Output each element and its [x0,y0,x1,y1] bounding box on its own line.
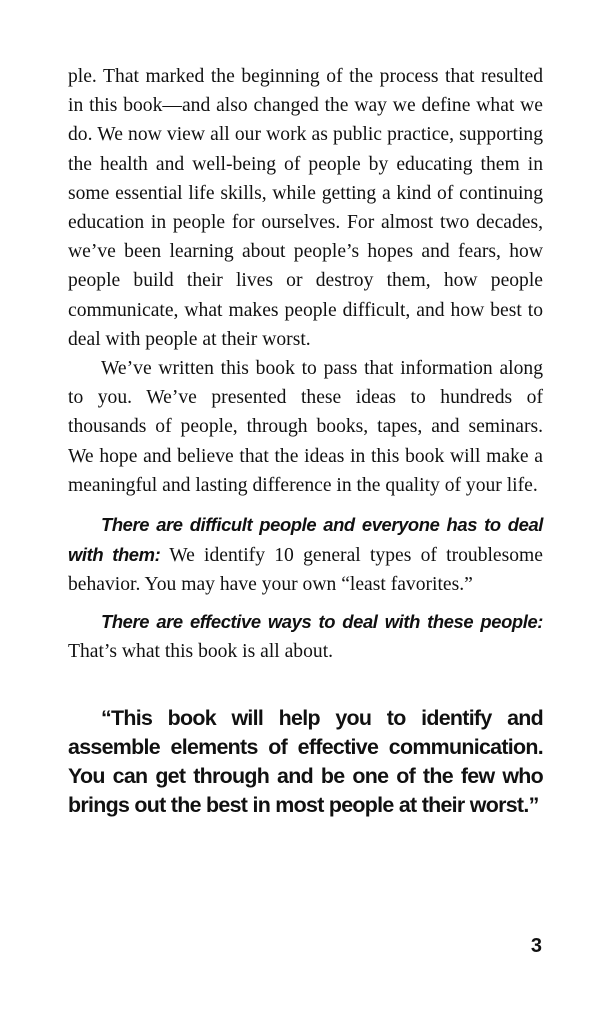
page-body [68,62,543,820]
body-paragraph: ple. That marked the beginning of the process that resulted in this book—and also changed the way we define what we do. We now view all our work as public practice, supporting the health and well-being of people by educating them in some essential life skills, while getting a kind of continuing education in people for ourselves. For almost two decades, we’ve been learning about people’s hopes and fears, how people build their lives or destroy them, how people communicate, what makes people difficult, and how best to deal with people at their worst. [68,66,543,350]
key-point-text: That’s what this book is all about. [68,640,334,662]
pull-quote: “This book will help you to identify and assemble elements of effective communication. You can get through and be one of the few who brings out the best in most people at their worst.” [68,706,543,818]
page-number: 3 [530,935,542,957]
key-point-lead: There are difficult people and everyone has to deal with them: [68,514,543,566]
key-point [68,607,543,666]
body-paragraph: We’ve written this book to pass that information along to you. We’ve presented these ideas to hundreds of thousands of people, through books, tapes, and seminars. We hope and believe that the ideas in this book will make a meaningful and lasting difference in the quality of your life. [68,358,543,496]
key-point-lead: There are effective ways to deal with these people: [101,610,543,632]
key-point [68,510,543,600]
key-point-text: We identify 10 general types of troublesome behavior. You may have your own “least favorites.” [68,545,543,596]
